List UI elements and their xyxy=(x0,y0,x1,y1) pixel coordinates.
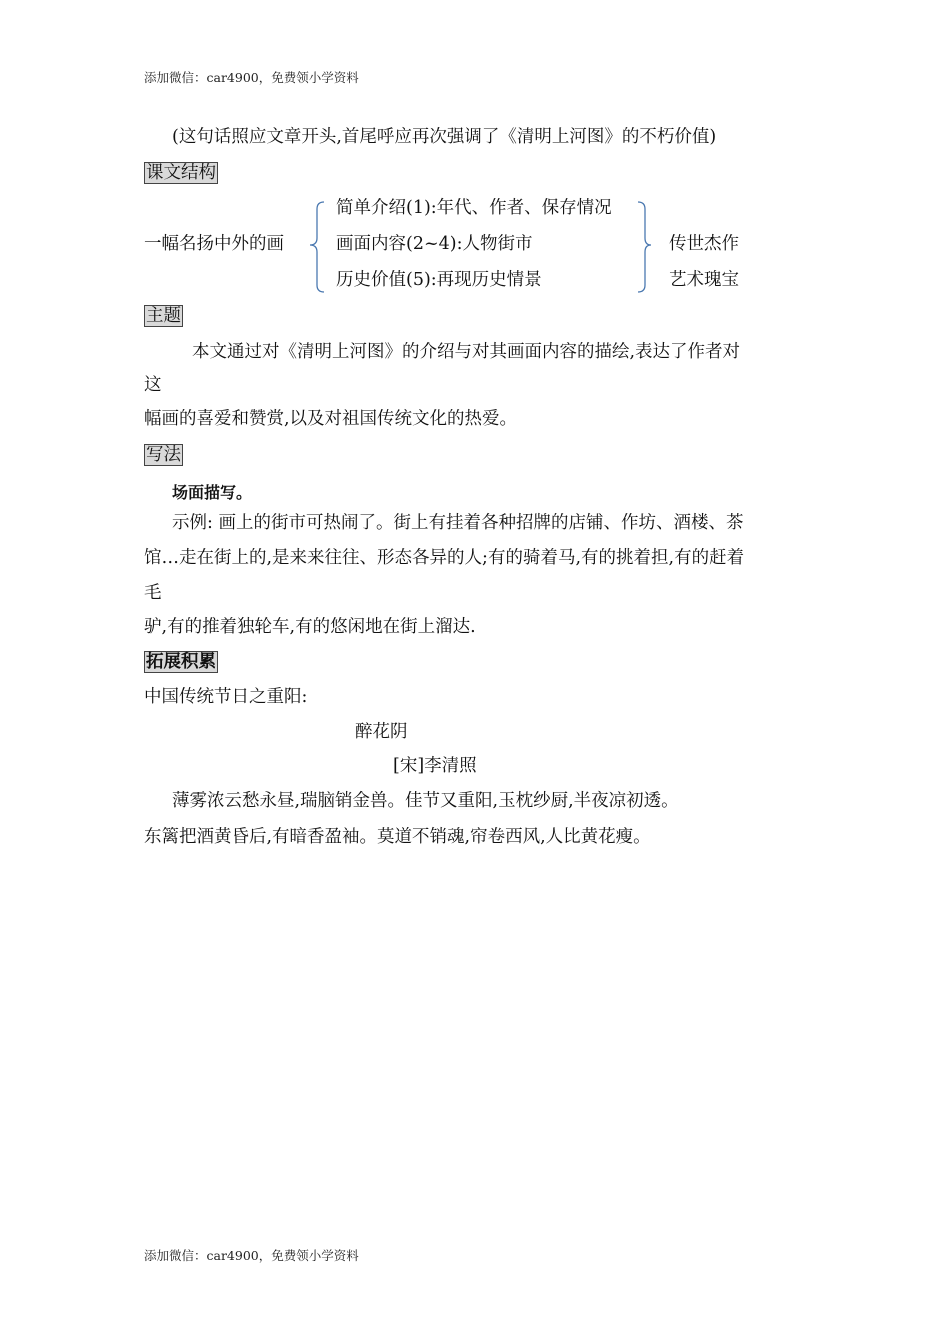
structure-item-value: 历史价值(5):再现历史情景 xyxy=(336,270,542,290)
writing-title: 场面描写。 xyxy=(172,483,253,502)
page-footer: 添加微信：car4900，免费领小学资料 xyxy=(144,1248,359,1263)
poem-line-1: 薄雾浓云愁永昼,瑞脑销金兽。佳节又重阳,玉枕纱厨,半夜凉初透。 xyxy=(172,791,679,811)
right-brace-path xyxy=(638,202,651,292)
right-brace xyxy=(630,200,660,294)
poem-author: [宋]李清照 xyxy=(393,756,477,776)
writing-line-4: 驴,有的推着独轮车,有的悠闲地在街上溜达. xyxy=(144,617,476,637)
left-brace-path xyxy=(310,202,324,292)
writing-line-3: 毛 xyxy=(144,583,162,603)
writing-line-2: 馆…走在街上的,是来来往往、形态各异的人;有的骑着马,有的挑着担,有的赶着 xyxy=(144,548,745,568)
theme-line-2: 这 xyxy=(144,375,162,395)
theme-line-3: 幅画的喜爱和赞赏,以及对祖国传统文化的热爱。 xyxy=(144,409,518,429)
section-label-structure: 课文结构 xyxy=(146,163,216,183)
left-brace xyxy=(300,200,340,294)
structure-right-treasure: 艺术瑰宝 xyxy=(669,270,739,290)
structure-item-intro: 简单介绍(1):年代、作者、保存情况 xyxy=(336,198,612,218)
section-label-extension: 拓展积累 xyxy=(146,652,216,672)
extension-intro: 中国传统节日之重阳: xyxy=(144,687,308,707)
structure-item-content: 画面内容(2~4):人物街市 xyxy=(336,234,533,254)
poem-line-2: 东篱把酒黄昏后,有暗香盈袖。莫道不销魂,帘卷西风,人比黄花瘦。 xyxy=(144,827,651,847)
section-label-theme: 主题 xyxy=(146,306,181,326)
writing-line-1: 示例: 画上的街市可热闹了。街上有挂着各种招牌的店铺、作坊、酒楼、茶 xyxy=(172,513,744,533)
poem-title: 醉花阴 xyxy=(355,722,408,742)
page-header: 添加微信：car4900，免费领小学资料 xyxy=(144,70,359,85)
section-label-writing: 写法 xyxy=(146,445,181,465)
theme-line-1: 本文通过对《清明上河图》的介绍与对其画面内容的描绘,表达了作者对 xyxy=(192,342,741,362)
intro-note: (这句话照应文章开头,首尾呼应再次强调了《清明上河图》的不朽价值) xyxy=(172,127,717,147)
structure-left-title: 一幅名扬中外的画 xyxy=(144,234,284,254)
structure-right-masterpiece: 传世杰作 xyxy=(669,234,739,254)
